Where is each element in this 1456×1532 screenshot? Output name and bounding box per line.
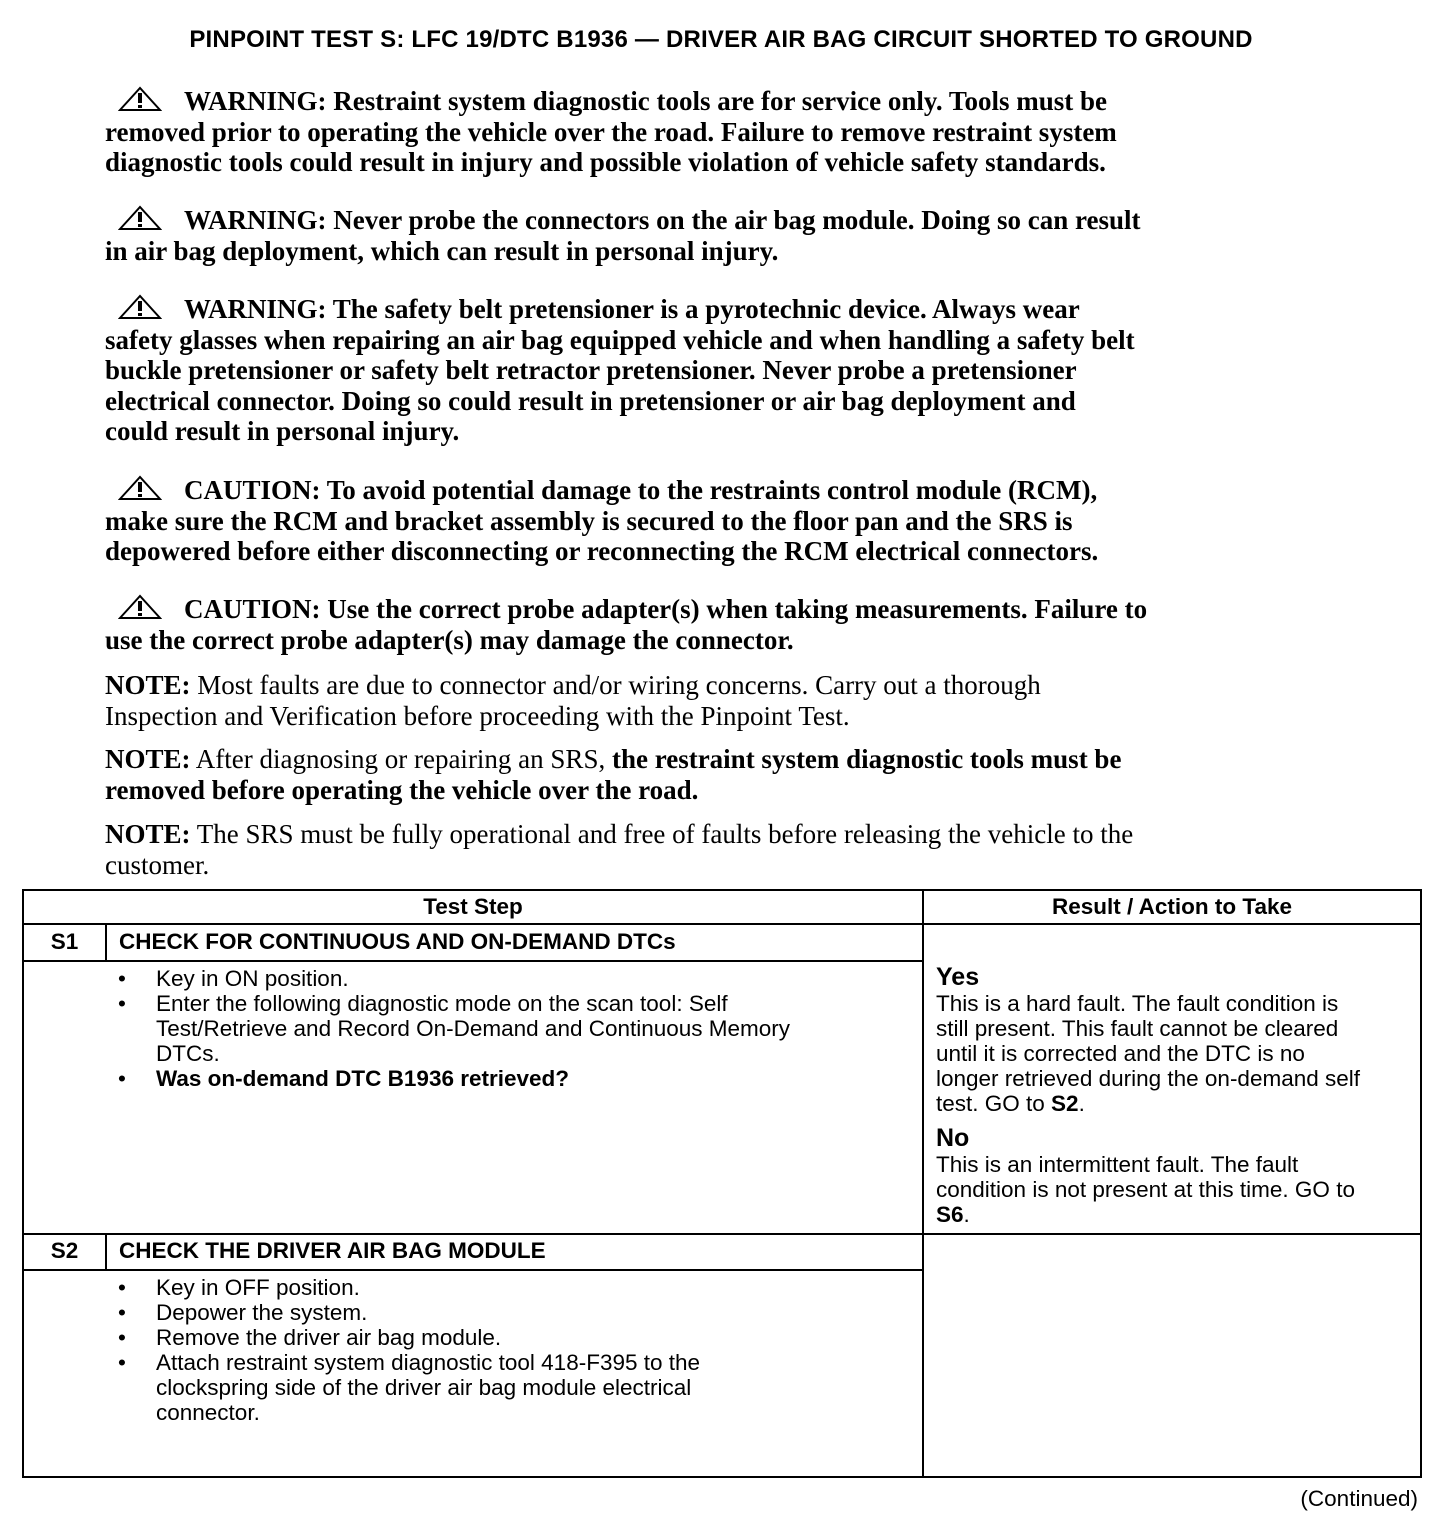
- note-srs: [105, 819, 1133, 880]
- note-label: NOTE:: [105, 670, 191, 700]
- step-item: Key in OFF position.: [156, 1275, 360, 1300]
- result-text: until it is corrected and the DTC is no: [936, 1041, 1305, 1066]
- caution-rcm: [105, 475, 1098, 567]
- caution-text: use the correct probe adapter(s) may damage the connector.: [105, 624, 794, 655]
- bullet: •: [118, 1350, 126, 1375]
- warning-text: could result in personal injury.: [105, 416, 460, 446]
- warning-text: WARNING: Never probe the connectors on the air bag module. Doing so can result: [184, 205, 1141, 235]
- bullet: •: [118, 1275, 126, 1300]
- warning-triangle-icon: [118, 205, 162, 231]
- goto-step-link[interactable]: S2: [1051, 1091, 1079, 1116]
- note-text: After diagnosing or repairing an SRS,: [190, 744, 612, 774]
- warning-text: WARNING: The safety belt pretensioner is a pyrotechnic device. Always wear: [184, 294, 1080, 324]
- bullet: •: [118, 991, 126, 1016]
- step-id: S2: [50, 1238, 79, 1263]
- row-divider: [24, 1233, 1420, 1235]
- caution-text: CAUTION: Use the correct probe adapter(s) when taking measurements. Failure to: [184, 594, 1148, 624]
- warning-triangle-icon: [118, 294, 162, 320]
- note-text: The SRS must be fully operational and free of faults before releasing the vehicle to the: [190, 819, 1134, 849]
- step-item: Attach restraint system diagnostic tool 418-F395 to the: [156, 1350, 701, 1375]
- caution-text: CAUTION: To avoid potential damage to the restraints control module (RCM),: [184, 475, 1098, 505]
- warning-text: safety glasses when repairing an air bag equipped vehicle and when handling a safety belt: [105, 324, 1135, 355]
- page-title: PINPOINT TEST S: LFC 19/DTC B1936 — DRIVER AIR BAG CIRCUIT SHORTED TO GROUND: [189, 26, 1253, 53]
- result-text: This is an intermittent fault. The fault: [936, 1152, 1299, 1177]
- header-result-action: Result / Action to Take: [1051, 894, 1293, 919]
- goto-step-link[interactable]: S6: [936, 1202, 964, 1227]
- note-label: NOTE:: [105, 819, 191, 849]
- result-text: test. GO to: [936, 1091, 1052, 1116]
- warning-text: electrical connector. Doing so could result in pretensioner or air bag deployment and: [105, 385, 1076, 416]
- result-text: condition is not present at this time. GO to: [936, 1177, 1355, 1202]
- step-item: connector.: [156, 1400, 260, 1425]
- note-text: Inspection and Verification before proceeding with the Pinpoint Test.: [105, 700, 850, 731]
- continued-label: (Continued): [1300, 1486, 1418, 1511]
- test-step-table: Test Step Result / Action to Take S1 CHECK FOR CONTINUOUS AND ON-DEMAND DTCs • Key in ON position. • Enter the following diagnostic mode on the scan tool: Self Test/Retrieve and Record On-Demand and Continuous Memory DTCs. • Was on-demand DTC B1936 retrieved? Yes This is a hard fault. The fault condition is still present. This fault cannot be cleared until it is corrected and the DTC is no longer retrieved during the on-demand self test. GO to S2. No This is an intermittent fault. The fault condition is not present at this time. GO to S6. S2 CHECK THE DRIVER AIR BAG MODULE • Key in OFF position. • Depower the system. • Remove the driver air bag module. • Attach restraint system diagnostic tool 418-F395 to the clockspring side of the driver air bag module electrical connector.: [22, 889, 1422, 1478]
- column-divider: [105, 1233, 107, 1269]
- result-text: This is a hard fault. The fault condition is: [936, 991, 1339, 1016]
- bullet: •: [118, 1300, 126, 1325]
- warning-tools-removal: [105, 86, 1117, 178]
- row-divider: [24, 960, 922, 962]
- result-no-label: No: [936, 1124, 970, 1152]
- result-yes-label: Yes: [936, 963, 980, 991]
- warning-text: removed prior to operating the vehicle over the road. Failure to remove restraint system: [105, 116, 1117, 147]
- step-item: Enter the following diagnostic mode on the scan tool: Self: [156, 991, 728, 1016]
- step-item: Depower the system.: [156, 1300, 368, 1325]
- result-text: longer retrieved during the on-demand self: [936, 1066, 1361, 1091]
- step-item: clockspring side of the driver air bag module electrical: [156, 1375, 692, 1400]
- bullet: •: [118, 1325, 126, 1350]
- step-item: DTCs.: [156, 1041, 220, 1066]
- note-text: Most faults are due to connector and/or wiring concerns. Carry out a thorough: [190, 670, 1041, 700]
- note-text: the restraint system diagnostic tools must be: [611, 744, 1122, 774]
- step-id: S1: [50, 929, 79, 954]
- caution-text: make sure the RCM and bracket assembly is secured to the floor pan and the SRS is: [105, 505, 1073, 536]
- warning-triangle-icon: [118, 86, 162, 112]
- warning-triangle-icon: [118, 594, 162, 620]
- warning-probe-connectors: [105, 205, 1140, 266]
- note-text: customer.: [105, 849, 210, 880]
- step-title: CHECK THE DRIVER AIR BAG MODULE: [119, 1238, 546, 1263]
- row-divider: [24, 923, 1420, 925]
- row-divider: [24, 1269, 922, 1271]
- step-title: CHECK FOR CONTINUOUS AND ON-DEMAND DTCs: [119, 929, 676, 954]
- bullet: •: [118, 966, 126, 991]
- warning-text: diagnostic tools could result in injury and possible violation of vehicle safety standards.: [105, 147, 1106, 177]
- result-text: still present. This fault cannot be cleared: [936, 1016, 1339, 1041]
- header-test-step: Test Step: [423, 894, 523, 919]
- note-label: NOTE:: [105, 744, 191, 774]
- note-faults: [105, 670, 1041, 731]
- step-item: Remove the driver air bag module.: [156, 1325, 502, 1350]
- note-text: removed before operating the vehicle over the road.: [105, 774, 699, 805]
- step-question: Was on-demand DTC B1936 retrieved?: [156, 1066, 570, 1091]
- warning-text: buckle pretensioner or safety belt retractor pretensioner. Never probe a pretensioner: [105, 355, 1077, 385]
- warning-text: WARNING: Restraint system diagnostic tools are for service only. Tools must be: [184, 86, 1107, 116]
- warning-text: in air bag deployment, which can result in personal injury.: [105, 235, 779, 266]
- caution-probe-adapter: [105, 594, 1147, 655]
- bullet: •: [118, 1066, 126, 1091]
- step-item: Test/Retrieve and Record On-Demand and Continuous Memory: [156, 1016, 791, 1041]
- note-tools: [105, 744, 1121, 805]
- caution-text: depowered before either disconnecting or reconnecting the RCM electrical connectors.: [105, 536, 1099, 566]
- warning-triangle-icon: [118, 475, 162, 501]
- step-item: Key in ON position.: [156, 966, 349, 991]
- warning-pretensioner: [105, 294, 1135, 447]
- column-divider: [922, 891, 924, 1476]
- column-divider: [105, 923, 107, 960]
